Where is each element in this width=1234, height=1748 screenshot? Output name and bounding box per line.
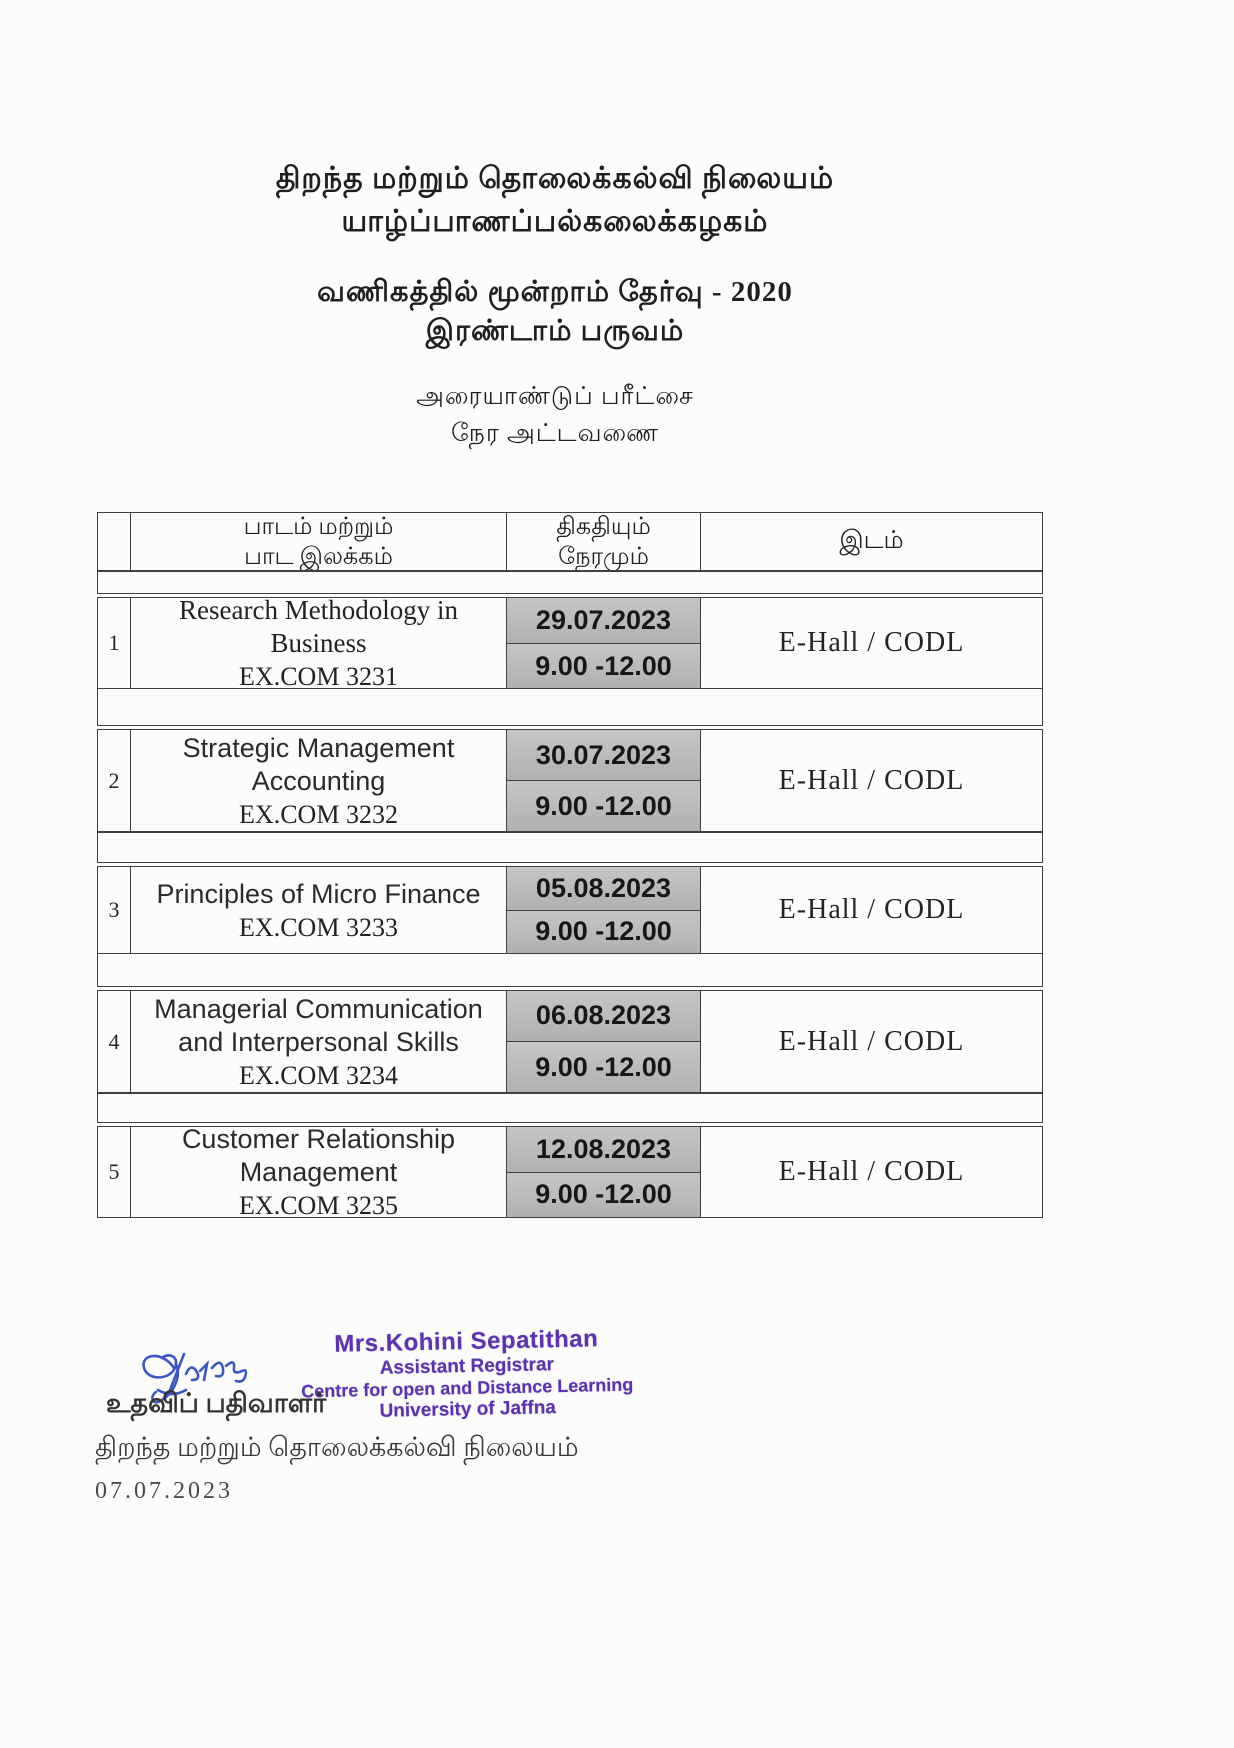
exam-venue: E-Hall / CODL — [778, 894, 965, 926]
exam-date: 12.08.2023 — [507, 1127, 700, 1173]
row-number: 3 — [98, 867, 131, 953]
exam-time: 9.00 -12.00 — [507, 781, 700, 832]
stamp-university: University of Jaffna — [379, 1397, 557, 1422]
course-code: EX.COM 3231 — [239, 662, 398, 692]
exam-venue: E-Hall / CODL — [778, 1156, 965, 1188]
header-subject-line2: பாட இலக்கம் — [244, 544, 393, 570]
header-subject-line1: பாடம் மற்றும் — [243, 514, 394, 540]
table-row — [97, 990, 1043, 1094]
exam-time: 9.00 -12.00 — [507, 1042, 700, 1093]
course-code: EX.COM 3235 — [239, 1190, 398, 1220]
date-time-cell — [507, 730, 701, 832]
row-number: 4 — [98, 991, 131, 1093]
table-row — [97, 729, 1043, 833]
heading-timetable-label: நேர அட்டவணை — [451, 420, 659, 447]
exam-time: 9.00 -12.00 — [507, 644, 700, 689]
separator-row — [97, 831, 1043, 863]
exam-venue: E-Hall / CODL — [778, 627, 965, 659]
stamp-title: Assistant Registrar — [379, 1354, 555, 1379]
course-name: Customer Relationship Management — [181, 1124, 456, 1188]
date-time-cell — [507, 991, 701, 1093]
course-name: Strategic Management Accounting — [182, 732, 455, 796]
row-number: 2 — [98, 730, 131, 832]
table-header-row — [97, 512, 1043, 572]
issue-date: 07.07.2023 — [95, 1478, 233, 1504]
exam-time: 9.00 -12.00 — [507, 911, 700, 954]
exam-venue: E-Hall / CODL — [778, 764, 965, 796]
exam-date: 05.08.2023 — [507, 867, 700, 911]
header-place-column: இடம் — [839, 526, 904, 554]
course-name: Research Methodology in Business — [179, 595, 458, 659]
heading-exam-title: வணிகத்தில் மூன்றாம் தேர்வு - 2020 — [317, 276, 793, 308]
table-row — [97, 866, 1043, 954]
course-code: EX.COM 3232 — [239, 799, 398, 829]
course-name: Principles of Micro Finance — [156, 878, 481, 909]
date-time-cell — [507, 1127, 701, 1217]
exam-date: 30.07.2023 — [507, 730, 700, 782]
table-row — [97, 595, 1043, 692]
table-row — [97, 1126, 1043, 1218]
header-datetime-line2: நேரமும் — [558, 544, 649, 570]
signatory-organisation: திறந்த மற்றும் தொலைக்கல்வி நிலையம் — [95, 1432, 579, 1462]
signatory-title: உதவிப் பதிவாளர் — [106, 1388, 327, 1418]
date-time-cell — [507, 598, 701, 688]
row-number: 1 — [98, 598, 131, 688]
header-number-column — [98, 513, 131, 571]
stamp-name: Mrs.Kohini Sepatithan — [334, 1325, 599, 1358]
rubber-stamp — [291, 1324, 643, 1424]
heading-centre-name: திறந்த மற்றும் தொலைக்கல்வி நிலையம் — [275, 162, 835, 195]
exam-timetable — [97, 512, 1043, 1218]
exam-date: 06.08.2023 — [507, 991, 700, 1043]
header-datetime-column — [507, 513, 701, 571]
date-time-cell — [507, 867, 701, 953]
course-code: EX.COM 3234 — [239, 1060, 398, 1090]
heading-semester: இரண்டாம் பருவம் — [425, 315, 685, 347]
separator-row — [97, 953, 1043, 987]
separator-row — [97, 688, 1043, 726]
heading-university-name: யாழ்ப்பாணப்பல்கலைக்கழகம் — [341, 205, 769, 238]
header-subject-column — [131, 513, 507, 571]
stamp-org: Centre for open and Distance Learning — [301, 1374, 634, 1402]
course-name: Managerial Communication and Interpersonal Skills — [154, 993, 483, 1057]
exam-time: 9.00 -12.00 — [507, 1173, 700, 1218]
separator-row — [97, 1092, 1043, 1123]
exam-venue: E-Hall / CODL — [778, 1025, 965, 1057]
row-number: 5 — [98, 1127, 131, 1217]
separator-row — [97, 570, 1043, 594]
course-code: EX.COM 3233 — [239, 912, 398, 942]
heading-exam-type: அரையாண்டுப் பரீட்சை — [416, 383, 694, 410]
exam-date: 29.07.2023 — [507, 598, 700, 644]
header-datetime-line1: திகதியும் — [556, 514, 651, 540]
